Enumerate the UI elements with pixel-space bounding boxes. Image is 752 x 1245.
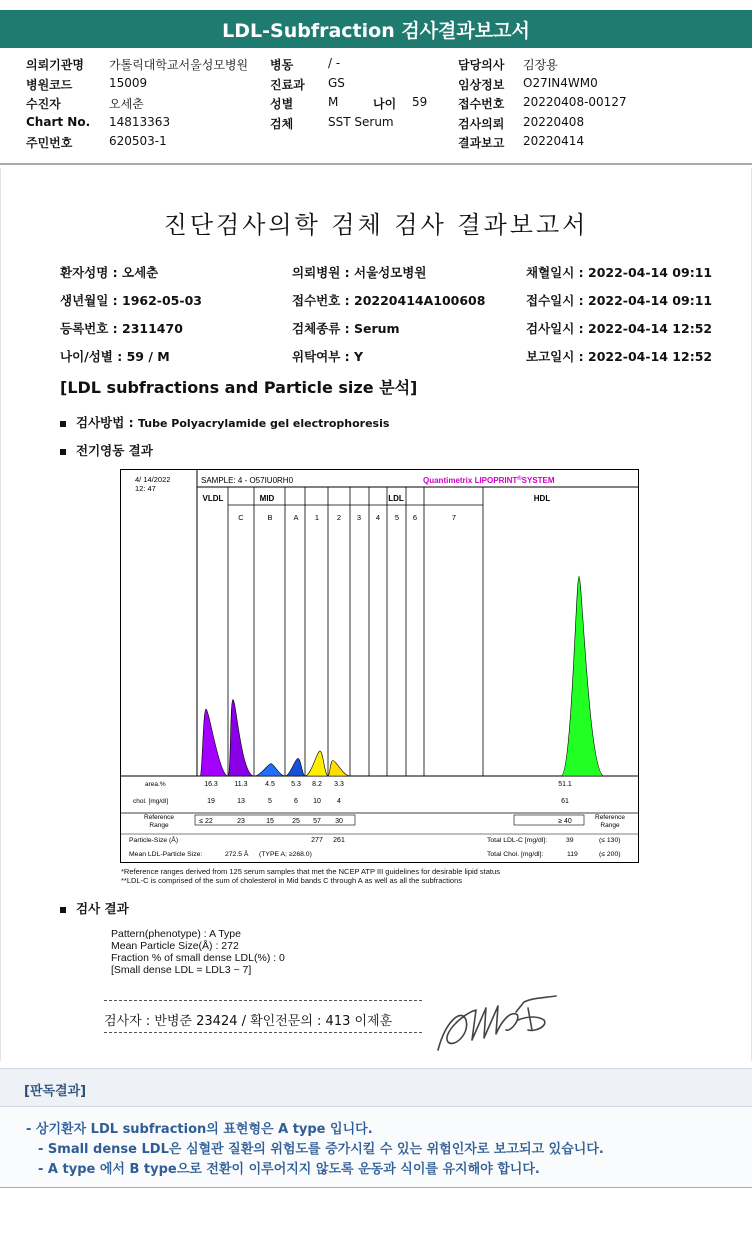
total-chol-label: Total Chol. [mg/dl]: (487, 851, 544, 858)
interpretation-heading: [판독결과] (24, 1084, 87, 1099)
area-row-label: area.% (145, 781, 166, 788)
chol-value: 5 (268, 798, 272, 805)
age-label: 나이 (373, 97, 397, 111)
interpretation-line: - Small dense LDL은 심혈관 질환의 위험도를 증가시킬 수 있는 위험인자로 보고되고 있습니다. (38, 1142, 604, 1157)
chol-value: 10 (313, 798, 321, 805)
section-heading: [LDL subfractions and Particle size 분석] (60, 378, 418, 397)
age-sex: 나이/성별 : 59 / M (60, 349, 170, 364)
referring-hospital: 의뢰병원 : 서울성모병원 (292, 265, 427, 280)
method-bullet (60, 413, 389, 431)
chart-system-label: Quantimetrix LIPOPRINT®SYSTEM (423, 476, 555, 485)
field-label: Chart No. (26, 114, 91, 129)
chol-row-label: chol. [mg/dl] (133, 798, 169, 805)
footnote-2: **LDL-C is comprised of the sum of cholesterol in Mid bands C through A as well as all the subfractions (121, 876, 463, 885)
field-value: M (328, 95, 339, 109)
ref-row-label: Range (600, 822, 620, 829)
field-label: 진료과 (270, 77, 305, 92)
group-label: MID (259, 494, 275, 503)
ref-row-label: Reference (595, 814, 625, 821)
interpretation-line: - A type 에서 B type으로 전환이 이루어지지 않도록 운동과 식이를 유지해야 합니다. (38, 1162, 540, 1177)
ref-value: 25 (292, 818, 300, 825)
field-value: 14813363 (109, 114, 171, 129)
electro-bullet (60, 441, 153, 459)
total-ldl-ref: (≤ 130) (599, 837, 621, 844)
field-value: 20220408-00127 (523, 95, 627, 109)
field-label: 검사의뢰 (458, 116, 505, 131)
method-value: Tube Polyacrylamide gel electrophoresis (138, 417, 390, 430)
ref-value: 57 (313, 818, 321, 825)
area-value: 5.3 (291, 781, 301, 788)
test-time: 검사일시 : 2022-04-14 12:52 (526, 321, 713, 336)
group-label: HDL (533, 494, 551, 503)
electro-label: 전기영동 결과 (76, 443, 153, 458)
field-label: 결과보고 (458, 136, 505, 150)
field-value: 20220408 (523, 114, 585, 129)
ref-value: ≥ 40 (558, 818, 572, 825)
accession-number: 접수번호 : 20220414A100608 (292, 293, 486, 308)
area-value: 3.3 (334, 781, 344, 788)
report-title: 진단검사의학 검체 검사 결과보고서 (163, 211, 589, 239)
patient-name: 환자성명 : 오세춘 (60, 265, 159, 280)
band-label: 3 (356, 513, 362, 522)
receipt-time: 접수일시 : 2022-04-14 09:11 (526, 293, 713, 308)
interpretation-header (0, 1068, 752, 1106)
field-value: O27IN4WM0 (523, 75, 598, 90)
interpretation-line: - 상기환자 LDL subfraction의 표현형은 A type 입니다. (26, 1122, 373, 1137)
result-summary (111, 928, 285, 976)
field-value: 20220414 (523, 134, 585, 148)
particle-size-value: 261 (333, 837, 345, 844)
group-label: LDL (388, 494, 404, 503)
total-ldl-value: 39 (566, 837, 574, 844)
result-label: 검사 결과 (76, 901, 129, 916)
collection-time: 채혈일시 : 2022-04-14 09:11 (526, 265, 713, 280)
specimen-type: 검체종류 : Serum (292, 321, 400, 336)
total-chol-value: 119 (567, 851, 578, 858)
chart-time: 12: 47 (135, 484, 156, 493)
chart-sample: SAMPLE: 4 - O57IU0RH0 (201, 476, 294, 485)
field-label: 임상정보 (458, 77, 505, 92)
ldl2-peak (328, 761, 350, 776)
field-label: 병동 (270, 58, 294, 72)
band-label: 7 (451, 513, 457, 522)
mean-ldl-label: Mean LDL-Particle Size: (129, 851, 203, 858)
band-label: B (267, 513, 273, 522)
chol-value: 4 (337, 798, 341, 805)
chol-value: 6 (294, 798, 298, 805)
particle-size-label: Particle-Size (Å) (129, 837, 179, 844)
result-line: Pattern(phenotype) : A Type (111, 928, 241, 940)
field-label: 성별 (270, 97, 294, 111)
field-label: 수진자 (26, 97, 61, 111)
chol-value: 19 (207, 798, 215, 805)
ref-row-label: Range (149, 822, 169, 829)
chol-value: 61 (561, 798, 569, 805)
band-label: A (293, 513, 299, 522)
interpretation-body (0, 1106, 752, 1188)
method-label: 검사방법 : (76, 415, 134, 430)
ref-range-box (195, 815, 355, 825)
consignment: 위탁여부 : Y (292, 349, 364, 364)
area-value: 8.2 (312, 781, 322, 788)
field-value: / - (328, 56, 341, 70)
hdl-peak (561, 576, 604, 776)
registration-number: 등록번호 : 2311470 (60, 321, 183, 336)
bullet-icon (60, 449, 66, 455)
result-line: [Small dense LDL = LDL3 ~ 7] (111, 964, 252, 976)
bullet-icon (60, 421, 66, 427)
chart-footnotes (121, 867, 500, 885)
ref-value: 23 (237, 818, 245, 825)
chart-svg (121, 470, 638, 862)
field-label: 병원코드 (26, 77, 73, 92)
total-chol-ref: (≤ 200) (599, 851, 621, 858)
electrophoresis-chart (120, 469, 639, 863)
field-label: 주민번호 (26, 136, 73, 150)
vldl-peak (200, 709, 228, 776)
report-header-title: LDL-Subfraction 검사결과보고서 (0, 10, 752, 48)
ref-row-label: Reference (144, 814, 174, 821)
area-value: 16.3 (204, 781, 218, 788)
group-label: VLDL (202, 494, 224, 503)
age-value: 59 (412, 95, 428, 109)
field-value: 오세춘 (109, 97, 144, 111)
band-label: 6 (412, 513, 418, 522)
mean-ldl-value: 272.5 Å (225, 851, 249, 858)
particle-size-value: 277 (311, 837, 323, 844)
band-label: 1 (314, 513, 320, 522)
signature-line: 검사자 : 반병준 23424 / 확인전문의 : 413 이제훈 (104, 1014, 393, 1029)
chart-date: 4/ 14/2022 (135, 475, 171, 484)
birth-date: 생년월일 : 1962-05-03 (60, 293, 202, 308)
result-line: Mean Particle Size(Å) : 272 (111, 940, 239, 952)
field-label: 접수번호 (458, 97, 505, 111)
result-line: Fraction % of small dense LDL(%) : 0 (111, 952, 285, 964)
result-bullet (60, 899, 129, 917)
field-label: 의뢰기관명 (26, 58, 84, 72)
field-value: SST Serum (328, 114, 394, 129)
field-value: 620503-1 (109, 134, 167, 148)
band-label: 2 (336, 513, 342, 522)
ref-range-box (514, 815, 584, 825)
band-label: C (238, 513, 244, 522)
mean-ldl-note: (TYPE A; ≥268.0) (259, 851, 312, 858)
field-value: 김장용 (523, 58, 558, 72)
band-b-peak (254, 764, 285, 776)
area-value: 51.1 (558, 781, 572, 788)
footnote-1: *Reference ranges derived from 125 serum samples that met the NCEP ATP III guidelines for desirable lipid status (121, 867, 500, 876)
field-value: GS (328, 75, 345, 90)
band-c-peak (228, 699, 254, 776)
band-label: 5 (394, 513, 400, 522)
field-value: 15009 (109, 75, 148, 90)
band-label: 4 (375, 513, 381, 522)
field-label: 검체 (270, 116, 294, 131)
area-value: 11.3 (234, 781, 248, 788)
ref-value: 15 (266, 818, 274, 825)
ldl1-peak (305, 751, 328, 776)
report-time: 보고일시 : 2022-04-14 12:52 (526, 349, 713, 364)
field-value: 가톨릭대학교서울성모병원 (109, 58, 249, 72)
area-value: 4.5 (265, 781, 275, 788)
ref-value: ≤ 22 (199, 818, 213, 825)
section-divider (0, 163, 752, 165)
chol-value: 13 (237, 798, 245, 805)
ref-value: 30 (335, 818, 343, 825)
dashed-divider (104, 1000, 422, 1001)
handwritten-signature (432, 990, 562, 1056)
total-ldl-label: Total LDL-C [mg/dl]: (487, 837, 548, 844)
band-a-peak (285, 758, 305, 776)
bullet-icon (60, 907, 66, 913)
dashed-divider (104, 1032, 422, 1033)
field-label: 담당의사 (458, 58, 505, 72)
